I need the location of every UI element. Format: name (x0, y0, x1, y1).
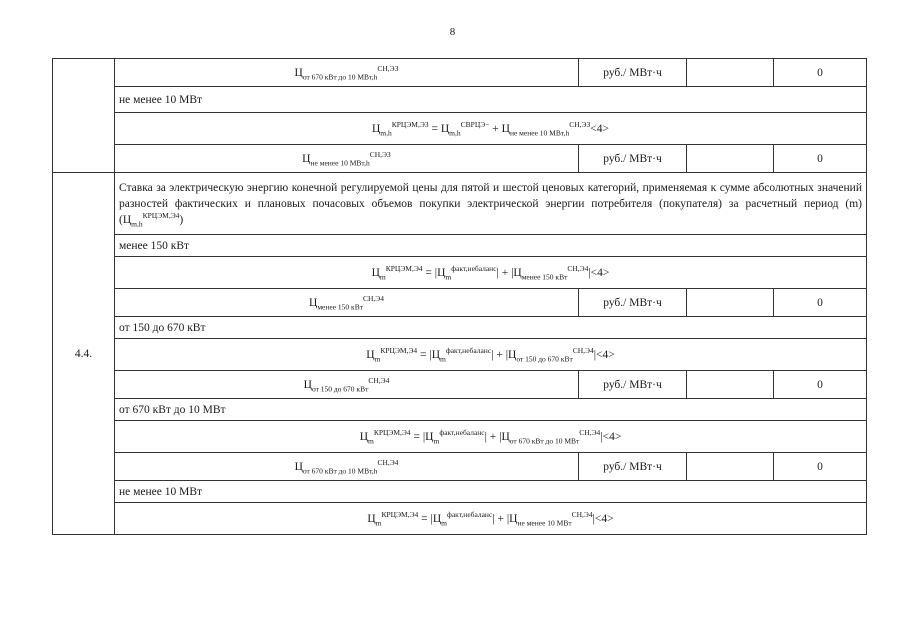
unit-cell: руб./ МВт·ч (579, 145, 687, 173)
blank-cell (687, 371, 774, 399)
blank-cell (687, 59, 774, 87)
table-row (53, 289, 867, 317)
price-symbol-cell: $Ц_{не менее 10 МВт,h}^{СН,ЭЗ}$ (115, 145, 579, 173)
value-cell: 0 (774, 59, 867, 87)
table-row (53, 235, 867, 257)
table-row (53, 145, 867, 173)
price-symbol-cell: $Ц_{от 670 кВт до 10 МВт,h}^{СН,ЭЗ}$ (115, 59, 579, 87)
table-row (53, 339, 867, 371)
tariff-table (52, 58, 867, 535)
table-row (53, 317, 867, 339)
formula-cell: $Ц_m^{КРЦЭМ,Э4} = |Ц_m^{факт,небаланс}| + |Ц_{от 670 кВт до 10 МВт}^{СН,Э4}|<4>$ (115, 421, 867, 453)
range-label: от 670 кВт до 10 МВт (115, 399, 867, 421)
unit-cell: руб./ МВт·ч (579, 59, 687, 87)
blank-cell (687, 145, 774, 173)
section-title: Ставка за электрическую энергию конечной регулируемой цены для пятой и шестой ценовых категорий, применяемая к сумме абсолютных значений разностей фактических и плановых почасовых объемов покупки электрической энергии потребителя (покупателя) за расчетный период (m) $(Ц_{m,h}^{КРЦЭМ,Э4})$ (115, 173, 867, 235)
section-number-cell (53, 59, 115, 173)
formula-cell: $Ц_m^{КРЦЭМ,Э4} = |Ц_m^{факт,небаланс}| + |Ц_{не менее 10 МВт}^{СН,Э4}|<4>$ (115, 503, 867, 535)
table-row (53, 453, 867, 481)
table-row (53, 481, 867, 503)
formula-cell: $Ц_{m,h}^{КРЦЭМ,ЭЗ} = Ц_{m,h}^{СВРЦЭ-} + Ц_{не менее 10 МВт,h}^{СН,ЭЗ}<4>$ (115, 113, 867, 145)
blank-cell (687, 289, 774, 317)
unit-cell: руб./ МВт·ч (579, 371, 687, 399)
blank-cell (687, 453, 774, 481)
range-label: не менее 10 МВт (115, 87, 867, 113)
table-row (53, 59, 867, 87)
range-label: менее 150 кВт (115, 235, 867, 257)
table-row (53, 257, 867, 289)
tariff-table-body (53, 59, 867, 535)
table-row (53, 371, 867, 399)
unit-cell: руб./ МВт·ч (579, 289, 687, 317)
range-label: не менее 10 МВт (115, 481, 867, 503)
value-cell: 0 (774, 453, 867, 481)
value-cell: 0 (774, 371, 867, 399)
value-cell: 0 (774, 145, 867, 173)
range-label: от 150 до 670 кВт (115, 317, 867, 339)
section-number: 4.4. (53, 173, 115, 535)
price-symbol-cell: $Ц_{от 150 до 670 кВт}^{СН,Э4}$ (115, 371, 579, 399)
table-row (53, 421, 867, 453)
table-row (53, 87, 867, 113)
formula-cell: $Ц_m^{КРЦЭМ,Э4} = |Ц_m^{факт,небаланс}| + |Ц_{менее 150 кВт}^{СН,Э4}|<4>$ (115, 257, 867, 289)
price-symbol-cell: $Ц_{от 670 кВт до 10 МВт,h}^{СН,Э4}$ (115, 453, 579, 481)
unit-cell: руб./ МВт·ч (579, 453, 687, 481)
page-number: 8 (449, 26, 456, 38)
price-symbol-cell: $Ц_{менее 150 кВт}^{СН,Э4}$ (115, 289, 579, 317)
section-title-row (53, 173, 867, 235)
table-row (53, 113, 867, 145)
value-cell: 0 (774, 289, 867, 317)
table-row (53, 503, 867, 535)
table-row (53, 399, 867, 421)
formula-cell: $Ц_m^{КРЦЭМ,Э4} = |Ц_m^{факт,небаланс}| + |Ц_{от 150 до 670 кВт}^{СН,Э4}|<4>$ (115, 339, 867, 371)
